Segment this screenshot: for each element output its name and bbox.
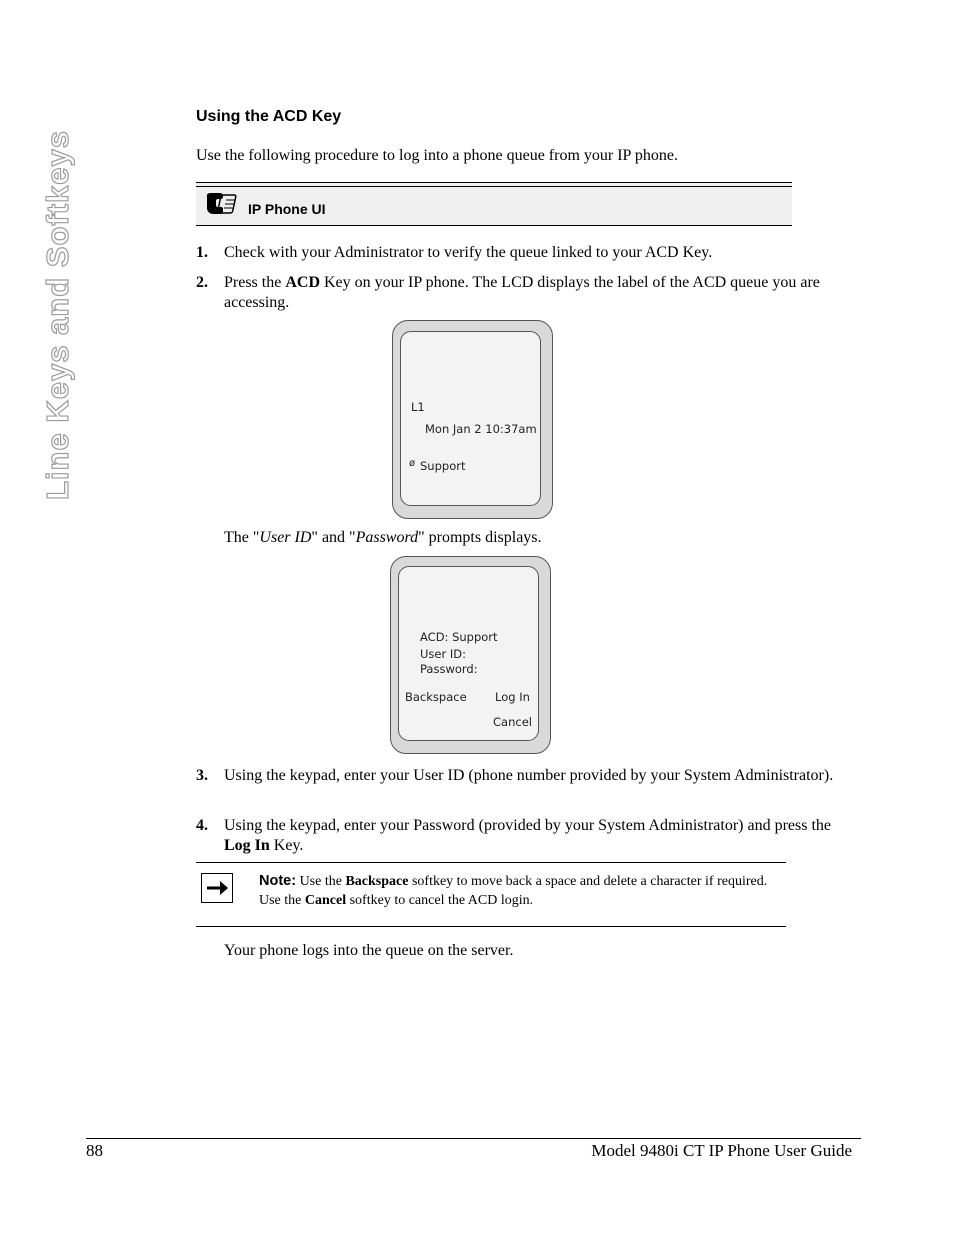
note-text: Note: Use the Backspace softkey to move back a space and delete a character if required. Use the Cancel softkey to cancel the ACD login. <box>259 873 768 908</box>
side-tab <box>38 100 78 530</box>
lcd1-label: Support <box>420 459 466 473</box>
ip-phone-ui-label: IP Phone UI <box>248 201 326 217</box>
footer-rule <box>86 1138 861 1139</box>
lcd2-backspace: Backspace <box>405 690 467 704</box>
arrow-right-icon <box>201 873 233 903</box>
result-text: Your phone logs into the queue on the server. <box>224 942 514 959</box>
footer-title: Model 9480i CT IP Phone User Guide <box>591 1141 852 1160</box>
lcd1-datetime: Mon Jan 2 10:37am <box>425 422 537 436</box>
ip-phone-ui-bar <box>196 182 792 226</box>
lcd2-cancel: Cancel <box>493 715 532 729</box>
lcd-screen-1 <box>392 320 553 519</box>
prompt-text: The "User ID" and "Password" prompts displays. <box>224 529 542 546</box>
section-heading: Using the ACD Key <box>196 108 342 125</box>
intro-text: Use the following procedure to log into a phone queue from your IP phone. <box>196 147 678 164</box>
lcd1-glyph: ø <box>409 458 416 469</box>
note-box <box>196 862 786 927</box>
lcd2-acd: ACD: Support <box>420 630 498 644</box>
lcd1-line: L1 <box>411 400 425 414</box>
lcd2-password: Password: <box>420 662 478 676</box>
side-tab-label: Line Keys and Softkeys <box>40 129 75 501</box>
lcd2-userid: User ID: <box>420 647 466 661</box>
phone-icon <box>204 191 240 217</box>
lcd2-login: Log In <box>495 690 530 704</box>
page-number: 88 <box>86 1141 103 1160</box>
